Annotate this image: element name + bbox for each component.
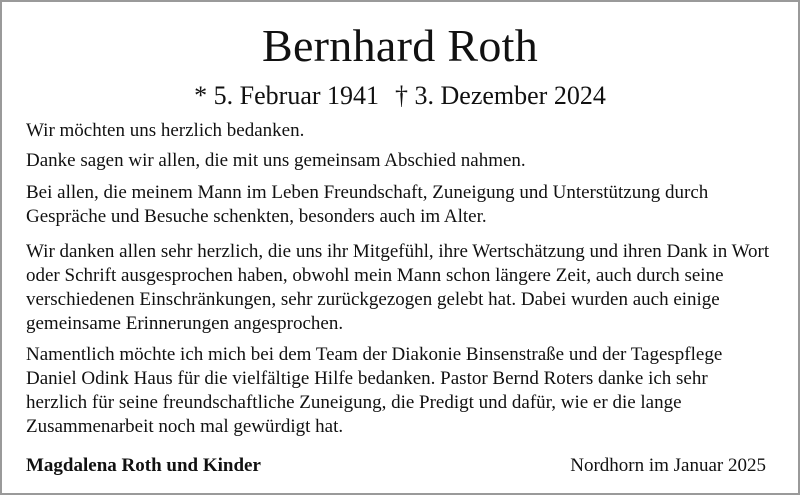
paragraph: Danke sagen wir allen, die mit uns gemeinsam Abschied nahmen. — [26, 150, 526, 171]
life-dates — [2, 80, 798, 112]
paragraph: Bei allen, die meinem Mann im Leben Freundschaft, Zuneigung und Unterstützung durch Gespräche und Besuche schenkten, besonders auch im Alter. — [26, 182, 709, 227]
thank-you-text — [26, 119, 770, 439]
death-date: † 3. Dezember 2024 — [395, 81, 606, 110]
birth-date: * 5. Februar 1941 — [194, 81, 380, 110]
signature: Magdalena Roth und Kinder — [26, 455, 261, 476]
paragraph: Namentlich möchte ich mich bei dem Team der Diakonie Binsenstraße und der Tagespflege Daniel Odink Haus für die vielfältige Hilfe bedanken. Pastor Bernd Roters danke ich sehr herzlich für seine freundschaftliche Zuneigung, die Predigt und dafür, wie er die lange Zusammenarbeit noch mal gewürdigt hat. — [26, 344, 723, 437]
paragraph: Wir danken allen sehr herzlich, die uns ihr Mitgefühl, ihre Wertschätzung und ihren Dank in Wort oder Schrift ausgesprochen haben, obwohl mein Mann schon längere Zeit, auch durch seine verschiedenen Einschränkungen, sehr zurückgezogen gelebt hat. Dabei wurden auch einige gemeinsame Erinnerungen angesprochen. — [26, 241, 770, 334]
place-date: Nordhorn im Januar 2025 — [570, 455, 766, 476]
deceased-name: Bernhard Roth — [261, 20, 538, 71]
paragraph: Wir möchten uns herzlich bedanken. — [26, 120, 305, 141]
